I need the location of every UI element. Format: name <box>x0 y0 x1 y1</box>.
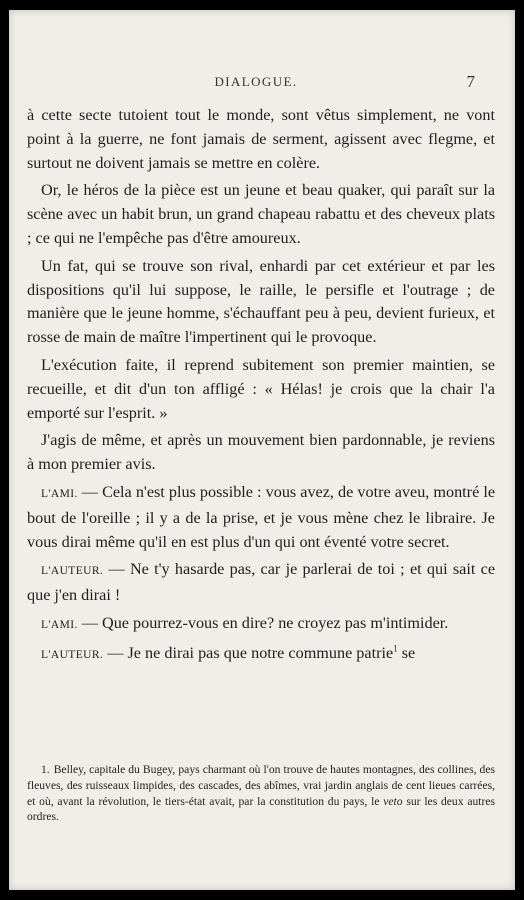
footnote-italic-word: veto <box>383 794 403 808</box>
speaker-name: L'AMI. <box>41 487 78 500</box>
speech-text-continued: se <box>401 643 416 662</box>
paragraph: à cette secte tutoient tout le monde, sont vêtus simplement, ne vont point à la guerre, ne font jamais de serment, agissent avec flegme, et surtout ne doivent jamais se mettre en colère. <box>27 106 495 172</box>
paragraph: Or, le héros de la pièce est un jeune et beau quaker, qui paraît sur la scène avec un habit brun, un grand chapeau rabattu et des cheveux plats ; ce qui ne l'empêche pas d'être amoureux. <box>27 181 495 247</box>
speaker-name: L'AUTEUR. <box>41 648 104 661</box>
speech-text: Que pourrez-vous en dire? ne croyez pas m'intimider. <box>102 613 449 632</box>
footnote <box>27 762 495 825</box>
footnote-text-end: sur les deux autres ordres. <box>27 794 495 824</box>
footnote-reference[interactable]: 1 <box>393 643 398 654</box>
dialogue-line: L'AUTEUR. — Ne t'y hasarde pas, car je parlerai de toi ; et qui sait ce que j'en dirai ! <box>27 560 495 605</box>
page-number: 7 <box>466 72 475 91</box>
speech-text: Je ne dirai pas que notre commune patrie <box>127 643 394 662</box>
paragraph: Un fat, qui se trouve son rival, enhardi par cet extérieur et par les dispositions qu'il lui suppose, le raille, le persifle et l'outrage ; de manière que le jeune homme, s'échauffant peu à peu, devient furieux, et rosse de main de maître l'impertinent qui le provoque. <box>27 256 495 347</box>
dialogue-line: L'AMI. — Cela n'est plus possible : vous avez, de votre aveu, montré le bout de l'oreille ; il y a de la prise, et je vous mène chez le libraire. Je vous dirai même qu'il en est plus d'un qui ont éventé votre secret. <box>27 482 496 551</box>
speech-text: Ne t'y hasarde pas, car je parlerai de toi ; et qui sait ce que j'en dirai ! <box>27 560 495 605</box>
footnote-marker: 1. <box>41 763 50 776</box>
paragraph: J'agis de même, et après un mouvement bien pardonnable, je reviens à mon premier avis. <box>27 431 495 474</box>
speech-text: Cela n'est plus possible : vous avez, de votre aveu, montré le bout de l'oreille ; il y a de la prise, et je vous mène chez le libraire. Je vous dirai même qu'il en est plus d'un qui ont éventé votre secret. <box>27 482 496 551</box>
running-head <box>37 74 475 94</box>
paragraph: L'exécution faite, il reprend subitement son premier maintien, se recueille, et dit d'un ton affligé : « Hélas! je crois que la chair l'a emporté sur l'esprit. » <box>27 355 495 422</box>
body-text <box>27 104 495 668</box>
dialogue-line: L'AMI. — Que pourrez-vous en dire? ne croyez pas m'intimider. <box>41 613 449 632</box>
running-title: DIALOGUE. <box>214 74 298 89</box>
footnote-text: Belley, capitale du Bugey, pays charmant où l'on trouve de hautes montagnes, des collines, des fleuves, des ruisseaux limpides, des cascades, des abîmes, vrai jardin anglais de cent lieues carrées, et où, avant la révolution, le tiers-état avait, par la constitution du pays, le <box>27 763 495 808</box>
book-page <box>9 10 515 890</box>
dialogue-line: L'AUTEUR. — Je ne dirai pas que notre commune patrie$^1$ se <box>41 643 416 662</box>
speaker-name: L'AMI. <box>41 618 78 631</box>
speaker-name: L'AUTEUR. <box>41 565 104 578</box>
